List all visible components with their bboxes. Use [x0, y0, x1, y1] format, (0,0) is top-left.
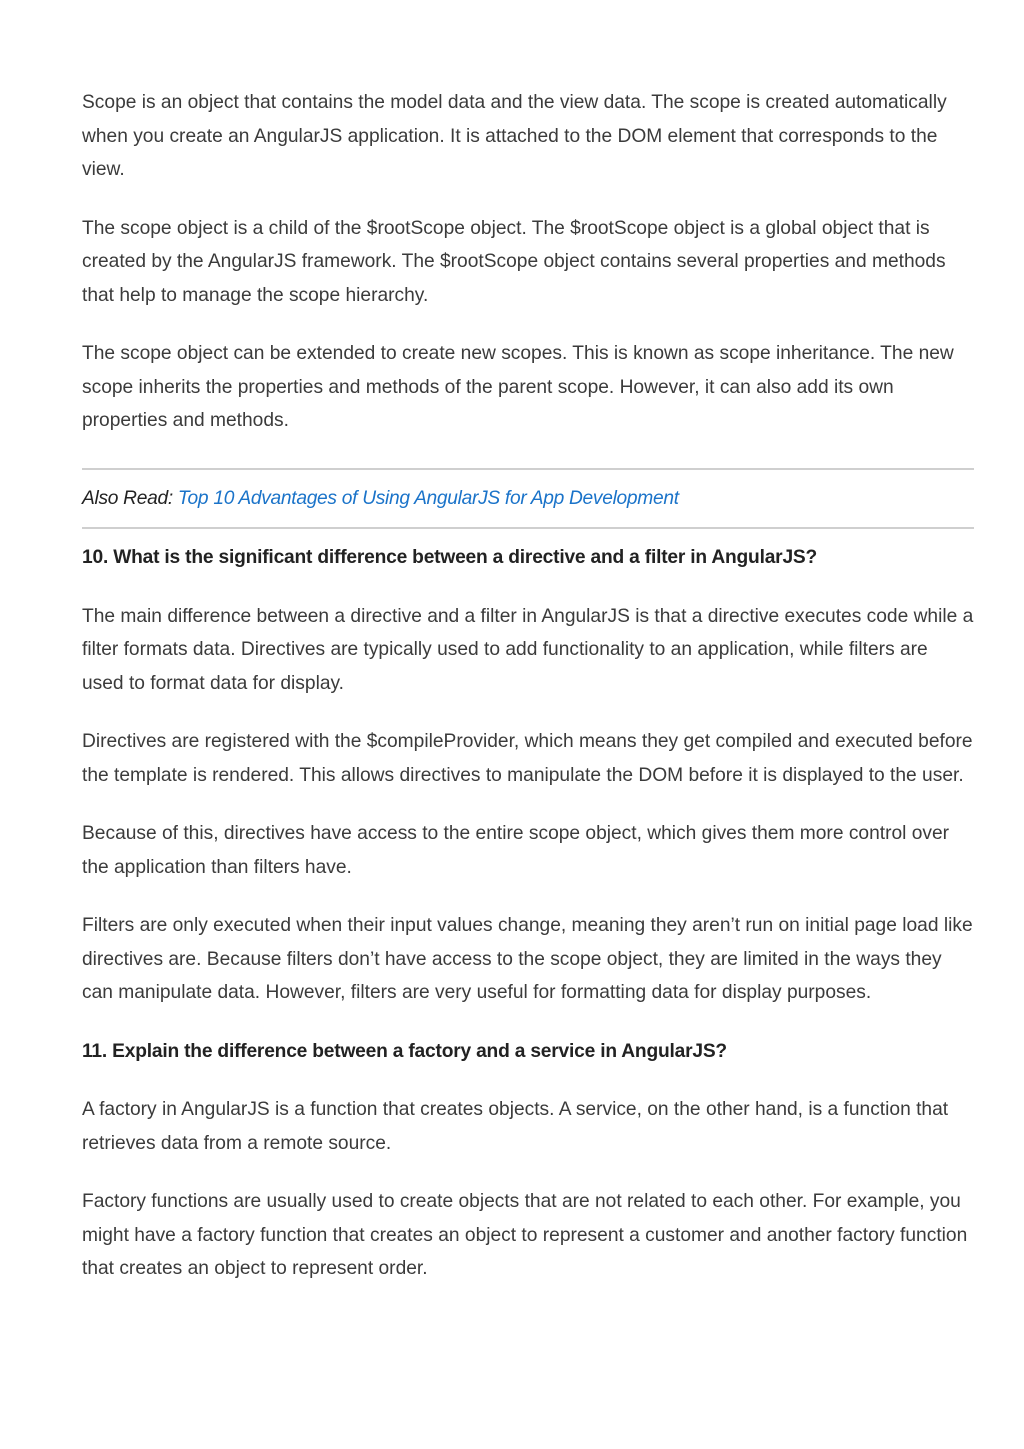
q10-paragraph-3: Because of this, directives have access to the entire scope object, which gives them more control over the application than filters have.	[82, 823, 950, 878]
intro-paragraph-3: The scope object can be extended to create new scopes. This is known as scope inheritance. The new scope inherits the properties and methods of the parent scope. However, it can also add its own properties and methods.	[82, 343, 954, 431]
q11-paragraph-1: A factory in AngularJS is a function that creates objects. A service, on the other hand, is a function that retrieves data from a remote source.	[82, 1099, 949, 1154]
intro-paragraph-2: The scope object is a child of the $rootScope object. The $rootScope object is a global object that is created by the AngularJS framework. The $rootScope object contains several properties and methods that help to manage the scope hierarchy.	[82, 217, 946, 306]
question-10-heading: 10. What is the significant difference between a directive and a filter in AngularJS?	[82, 547, 818, 568]
also-read-label: Also Read:	[82, 487, 173, 509]
q10-paragraph-1: The main difference between a directive and a filter in AngularJS is that a directive executes code while a filter formats data. Directives are typically used to add functionality to an application, while filters are used to format data for display.	[82, 605, 974, 694]
intro-paragraph-1: Scope is an object that contains the model data and the view data. The scope is created automatically when you create an AngularJS application. It is attached to the DOM element that corresponds to the view.	[82, 92, 947, 180]
q10-paragraph-2: Directives are registered with the $compileProvider, which means they get compiled and executed before the template is rendered. This allows directives to manipulate the DOM before it is displayed to the user.	[82, 731, 973, 786]
also-read-callout	[82, 482, 974, 516]
q10-paragraph-4: Filters are only executed when their input values change, meaning they aren’t run on initial page load like directives are. Because filters don’t have access to the scope object, they are limited in the ways they can manipulate data. However, filters are very useful for formatting data for display purposes.	[82, 915, 973, 1003]
q11-paragraph-2: Factory functions are usually used to create objects that are not related to each other. For example, you might have a factory function that creates an object to represent a customer and another factory function that creates an object to represent order.	[82, 1191, 968, 1279]
divider-bottom	[82, 527, 974, 529]
also-read-link[interactable]: Top 10 Advantages of Using AngularJS for App Development	[177, 487, 679, 509]
article-content	[82, 86, 974, 1311]
question-11-heading: 11. Explain the difference between a factory and a service in AngularJS?	[82, 1040, 727, 1062]
divider-top	[82, 468, 974, 470]
